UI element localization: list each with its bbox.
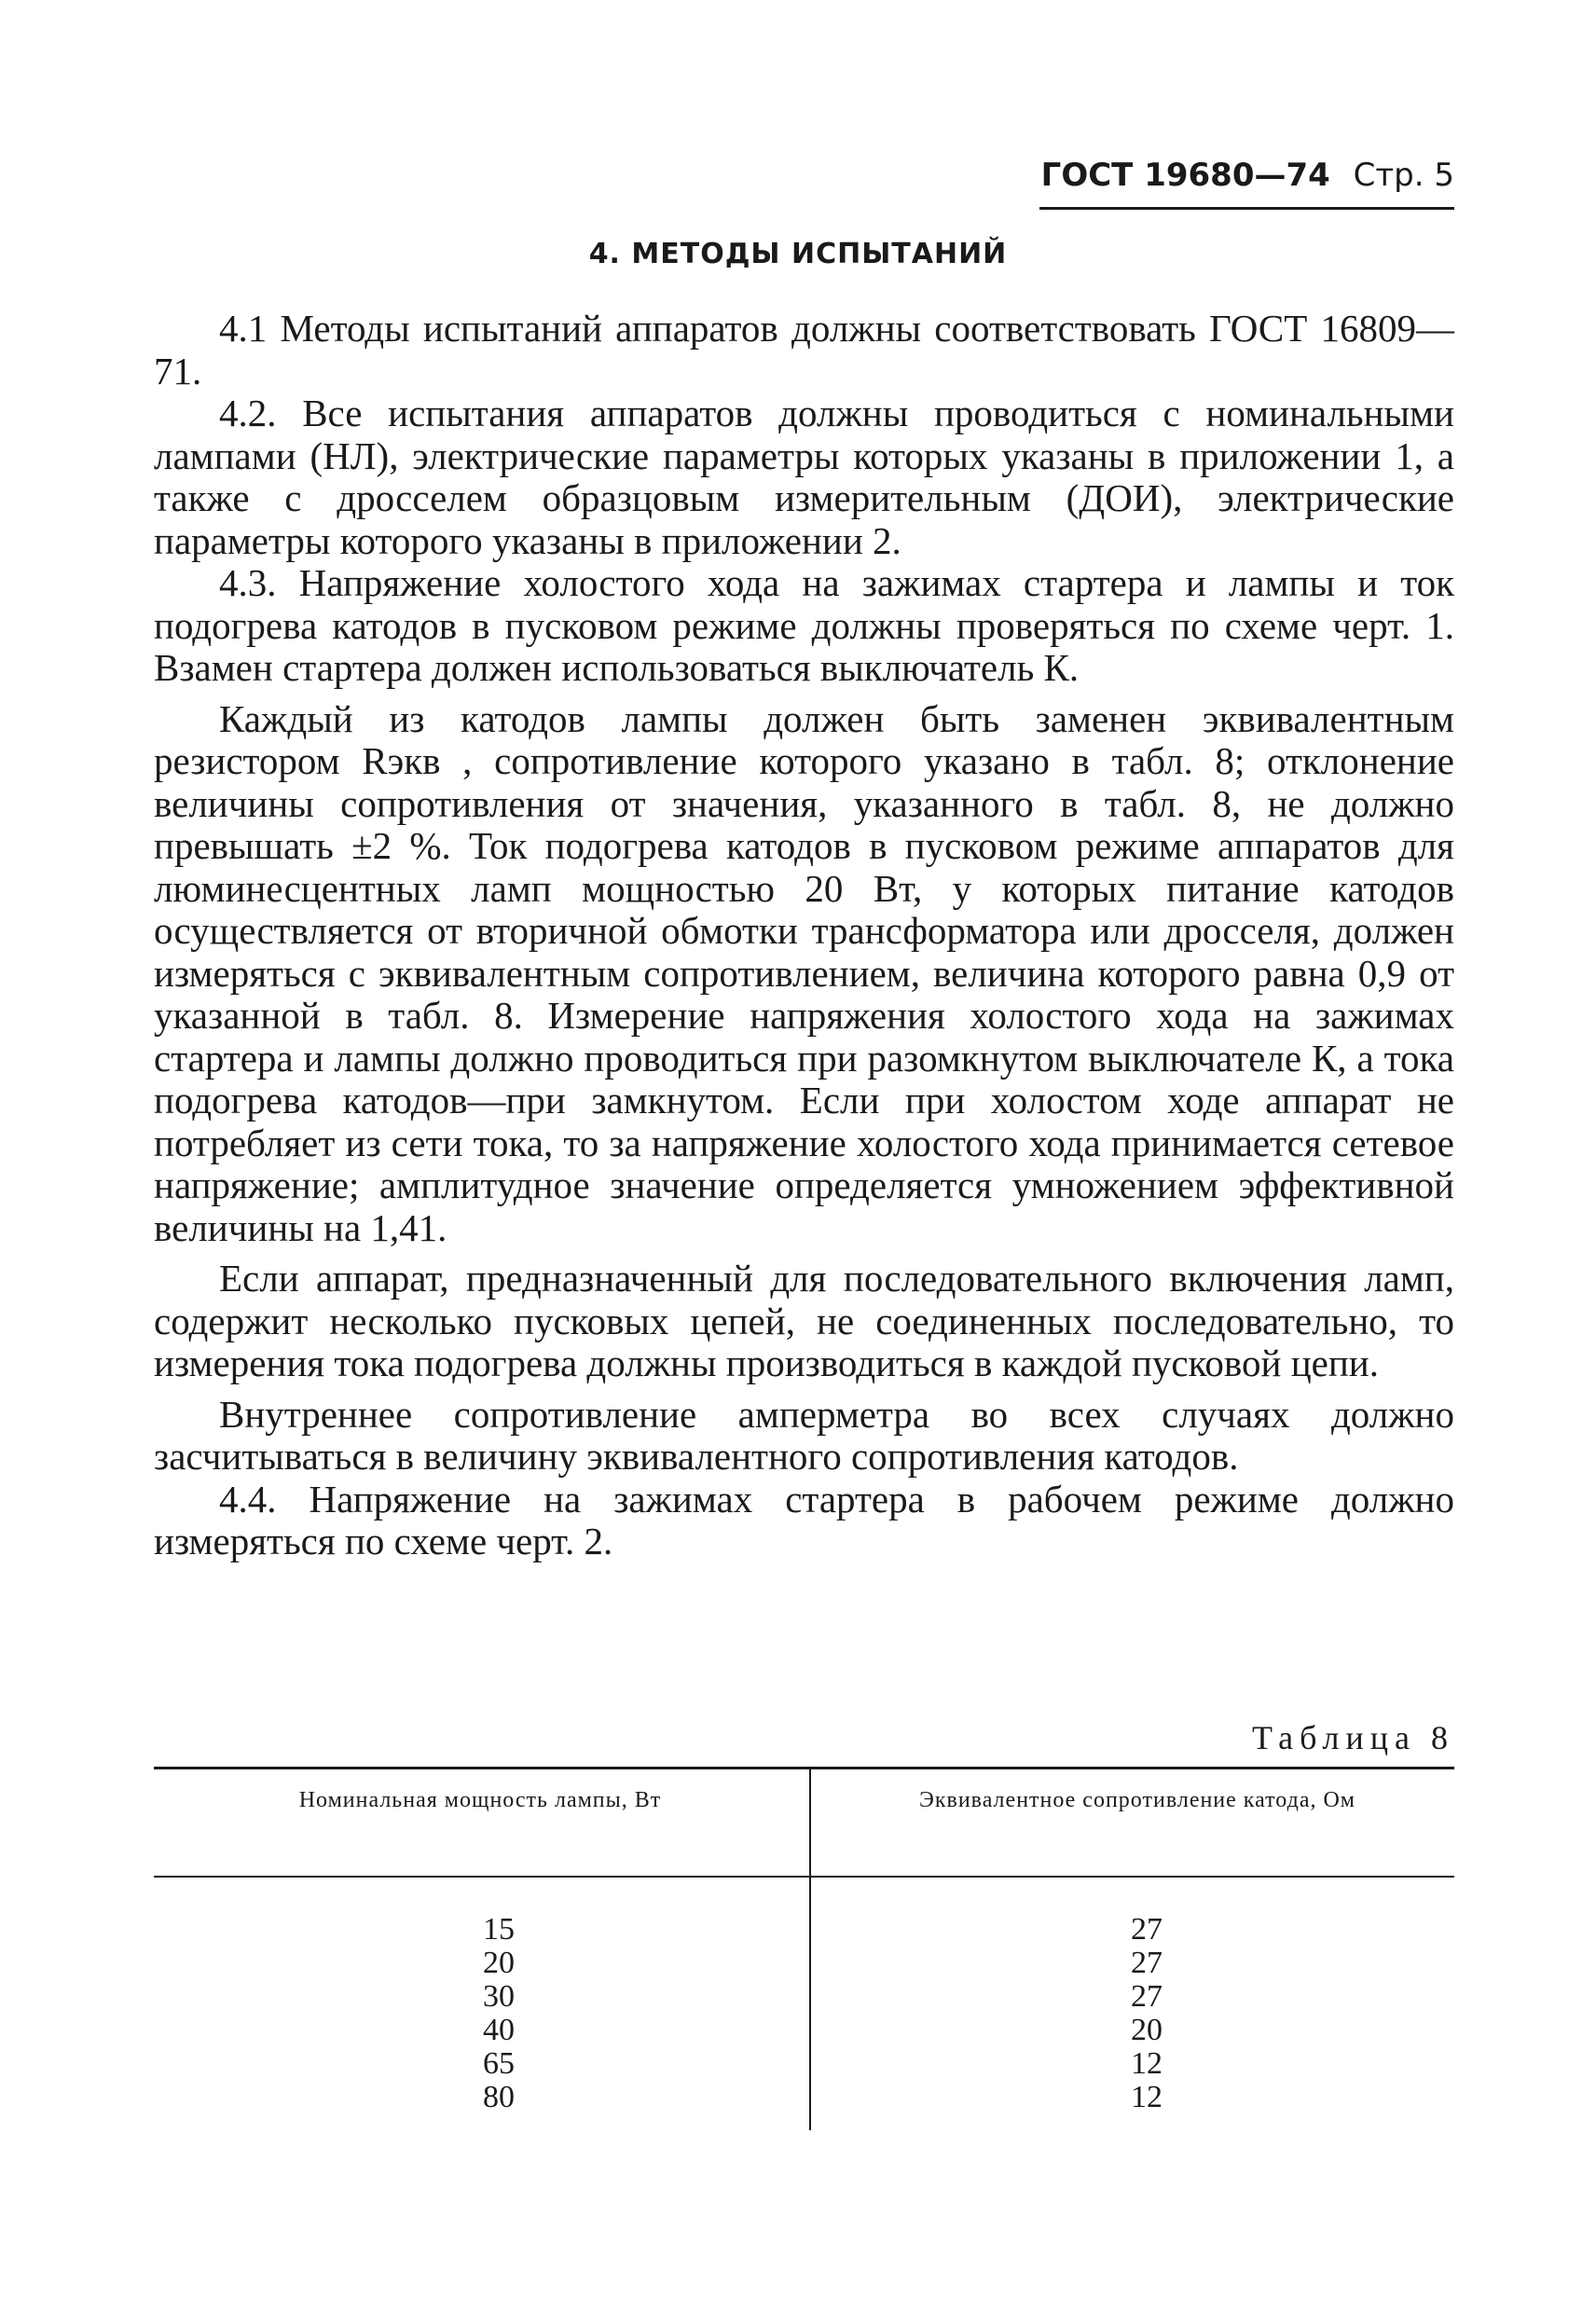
table-cell-resistance: 12 [1131, 2046, 1163, 2081]
paragraph-ammeter: Внутреннее сопротивление амперметра во всех случаях должно засчитываться в величину эквивалентного сопротивления катодов. [154, 1392, 1454, 1478]
table-column-power [406, 1913, 592, 2114]
table-cell-resistance: 27 [1131, 1912, 1163, 1947]
section-title: 4. МЕТОДЫ ИСПЫТАНИЙ [588, 238, 1008, 270]
table-cell-resistance: 27 [1131, 1979, 1163, 2014]
paragraph-4-1: 4.1 Методы испытаний аппаратов должны соответствовать ГОСТ 16809—71. [154, 307, 1454, 392]
paragraph-4-4: 4.4. Напряжение на зажимах стартера в рабочем режиме должно измеряться по схеме черт. 2. [154, 1477, 1454, 1562]
table-cell-resistance: 12 [1131, 2080, 1163, 2114]
table-header-rule [154, 1876, 1454, 1878]
table-cell-power: 80 [483, 2080, 515, 2114]
paragraph-series-circuits: Если аппарат, предназначенный для последовательного включения ламп, содержит несколько пусковых цепей, не соединенных последовательно, то измерения тока подогрева должны производиться в каждой пусковой цепи. [154, 1257, 1454, 1384]
table-column-divider [809, 1767, 811, 2130]
table-header-power: Номинальная мощность лампы, Вт [298, 1788, 662, 1812]
table-cell-power: 30 [483, 1979, 515, 2014]
page-header [932, 157, 1454, 194]
table-top-rule [154, 1767, 1454, 1769]
table-cell-power: 65 [483, 2046, 515, 2081]
table-8 [154, 1767, 1454, 2140]
paragraph-4-3: 4.3. Напряжение холостого хода на зажимах стартера и лампы и ток подогрева катодов в пусковом режиме должны проверяться по схеме черт. 1. Взамен стартера должен использоваться выключатель К. [154, 561, 1454, 689]
body-text [154, 308, 1454, 1563]
table-cell-power: 40 [483, 2013, 515, 2047]
table-caption: Таблица 8 [1252, 1719, 1454, 1756]
table-cell-resistance: 20 [1131, 2013, 1163, 2047]
table-header-resistance: Эквивалентное сопротивление катода, Ом [919, 1788, 1355, 1812]
table-cell-resistance: 27 [1131, 1946, 1163, 1980]
paragraph-cathodes: Каждый из катодов лампы должен быть заменен эквивалентным резистором Rэкв , сопротивление которого указано в табл. 8; отклонение величины сопротивления от значения, указанного в табл. 8, не должно превышать ±2 %. Ток подогрева катодов в пусковом режиме аппаратов для люминесцентных ламп мощностью 20 Вт, у которых питание катодов осуществляется от вторичной обмотки трансформатора или дросселя, должен измеряться с эквивалентным сопротивлением, величина которого равна 0,9 от указанной в табл. 8. Измерение напряжения холостого хода на зажимах стартера и лампы должно проводиться при разомкнутом выключателе К, а тока подогрева катодов—при замкнутом. Если при холостом ходе аппарат не потребляет из сети тока, то за напряжение холостого хода принимается сетевое напряжение; амплитудное значение определяется умножением эффективной величины на 1,41. [154, 696, 1454, 1249]
header-rule [1039, 207, 1454, 210]
table-cell-power: 15 [483, 1912, 515, 1947]
paragraph-4-2: 4.2. Все испытания аппаратов должны проводиться с номинальными лампами (НЛ), электрические параметры которых указаны в приложении 1, а также с дросселем образцовым измерительным (ДОИ), электрические параметры которого указаны в приложении 2. [154, 392, 1454, 562]
document-label: ГОСТ 19680—74 [1040, 157, 1330, 194]
page-number: Стр. 5 [1353, 157, 1454, 194]
table-column-resistance [1053, 1913, 1240, 2114]
table-cell-power: 20 [483, 1946, 515, 1980]
